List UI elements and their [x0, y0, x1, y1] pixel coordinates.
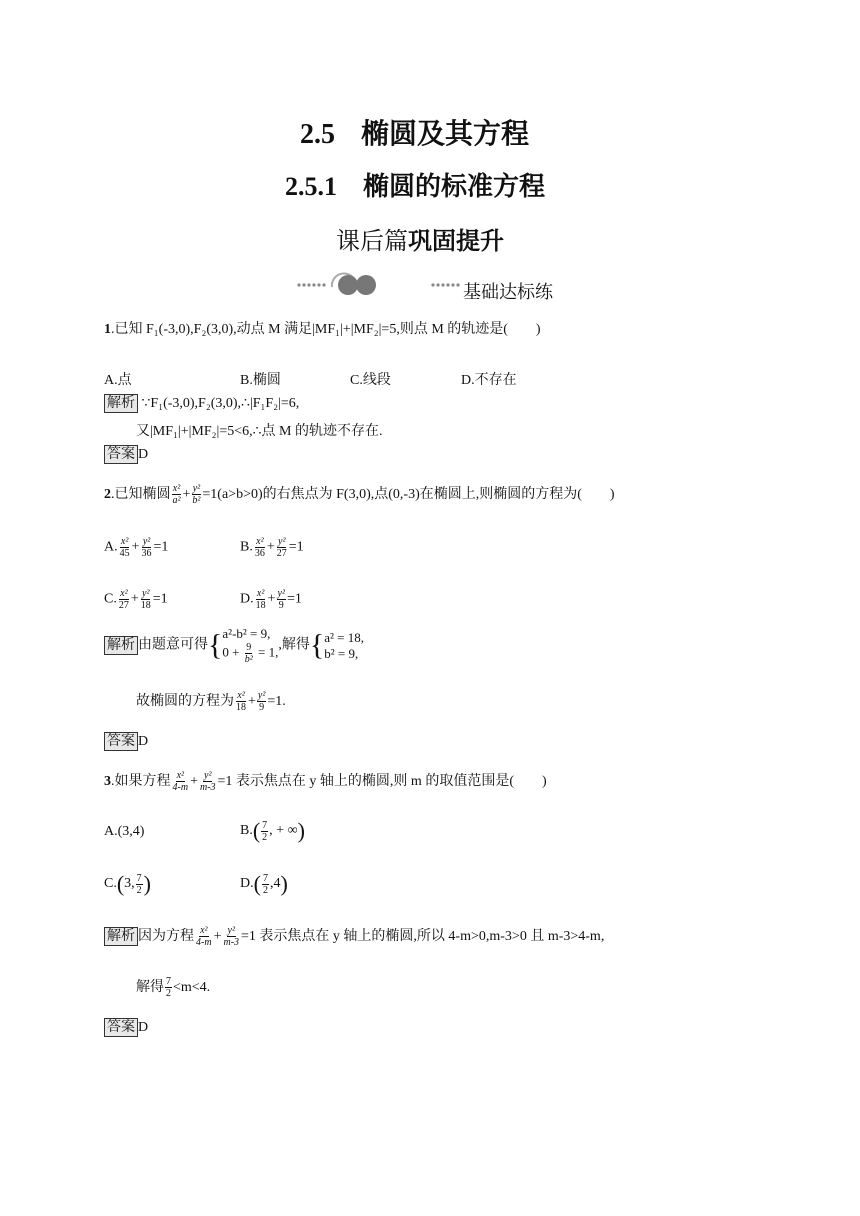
q1-option-a: A.点: [104, 373, 132, 388]
q2-option-c: C. $\frac{\text{x²}}{27}$ + $\frac{\text{y²}}{18}$ =1: [104, 588, 168, 611]
q1-option-c: C.线段: [350, 373, 391, 388]
q1-analysis-line-2: 又|MF₁|+|MF₂|=5<6,∴点 M 的轨迹不存在.: [136, 424, 383, 439]
q2-analysis-line-1: 解析 由题意可得{ a²-b² = 9, 0 + $\frac{9}{\text{b²}}$ = 1, ,解得{ a² = 18, b² = 9,: [104, 626, 364, 665]
equation-system-2: a² = 18, b² = 9,: [324, 629, 364, 661]
q3-option-d: D.( $\frac{7}{2}$ ,4): [240, 871, 288, 896]
q1-analysis-line-1: 解析 ∵F₁(-3,0),F₂(3,0),∴|F₁F₂|=6,: [104, 394, 299, 413]
q1-answer: 答案 D: [104, 445, 148, 464]
section-heading: 2.5 椭圆及其方程: [300, 119, 530, 150]
q2-option-b: B. $\frac{\text{x²}}{36}$ + $\frac{\text{y²}}{27}$ =1: [240, 536, 304, 559]
question-1-stem: 1.已知 F₁(-3,0),F₂(3,0),动点 M 满足|MF₁|+|MF₂|=5,则点 M 的轨迹是( ): [104, 322, 541, 337]
question-3-stem: 3.如果方程 $\frac{\text{x²}}{4-m}$ + $\frac{\text{y²}}{m-3}$ =1 表示焦点在 y 轴上的椭圆,则 m 的取值范围是( ): [104, 770, 547, 794]
subsection-heading: 2.5.1 椭圆的标准方程: [285, 172, 546, 201]
page-title: 课后篇巩固提升: [336, 227, 504, 255]
subsection-title: 椭圆的标准方程: [363, 172, 546, 201]
q3-option-b: B.( $\frac{7}{2}$ , + ∞): [240, 818, 305, 843]
fraction: $\frac{\text{x²}}{\text{a²}}$: [172, 483, 181, 507]
q2-answer: 答案 D: [104, 732, 148, 751]
q3-option-a: A.(3,4): [104, 824, 145, 839]
q3-answer: 答案 D: [104, 1018, 148, 1037]
answer-label: 答案: [104, 445, 138, 464]
q3-analysis-line-1: 解析 因为方程 $\frac{\text{x²}}{4-m}$ + $\frac{\text{y²}}{m-3}$ =1 表示焦点在 y 轴上的椭圆,所以 4-m>0,m-3>0 且 m-3>4-m,: [104, 925, 604, 948]
analysis-label: 解析: [104, 394, 138, 413]
q1-option-b: B.椭圆: [240, 373, 281, 388]
fraction: $\frac{\text{y²}}{\text{b²}}$: [192, 483, 201, 507]
q3-option-c: C.(3, $\frac{7}{2}$ ): [104, 871, 151, 896]
q2-analysis-conclusion: 故椭圆的方程为 $\frac{\text{x²}}{18}$ + $\frac{\text{y²}}{9}$ =1.: [136, 690, 286, 714]
q1-option-d: D.不存在: [461, 373, 517, 388]
level-label: 基础达标练: [463, 282, 553, 303]
q3-analysis-line-2: 解得 $\frac{7}{2}$ <m<4.: [136, 976, 211, 1000]
q2-option-a: A. $\frac{\text{x²}}{45}$ + $\frac{\text{y²}}{36}$ =1: [104, 536, 169, 559]
analysis-label: 解析: [104, 636, 138, 655]
analysis-label: 解析: [104, 927, 138, 946]
answer-label: 答案: [104, 1018, 138, 1037]
equation-system-1: a²-b² = 9, 0 + $\frac{9}{\text{b²}}$ = 1,: [222, 626, 279, 665]
question-2-stem: 2.已知椭圆 $\frac{\text{x²}}{\text{a²}}$ + $\frac{\text{y²}}{\text{b²}}$ =1(a>b>0)的右焦点为 F(3,0),点(0,-3)在椭圆上,则椭圆的方程为( ): [104, 483, 615, 507]
answer-label: 答案: [104, 732, 138, 751]
section-title: 椭圆及其方程: [361, 119, 530, 150]
q2-option-d: D. $\frac{\text{x²}}{18}$ + $\frac{\text{y²}}{9}$ =1: [240, 588, 302, 611]
